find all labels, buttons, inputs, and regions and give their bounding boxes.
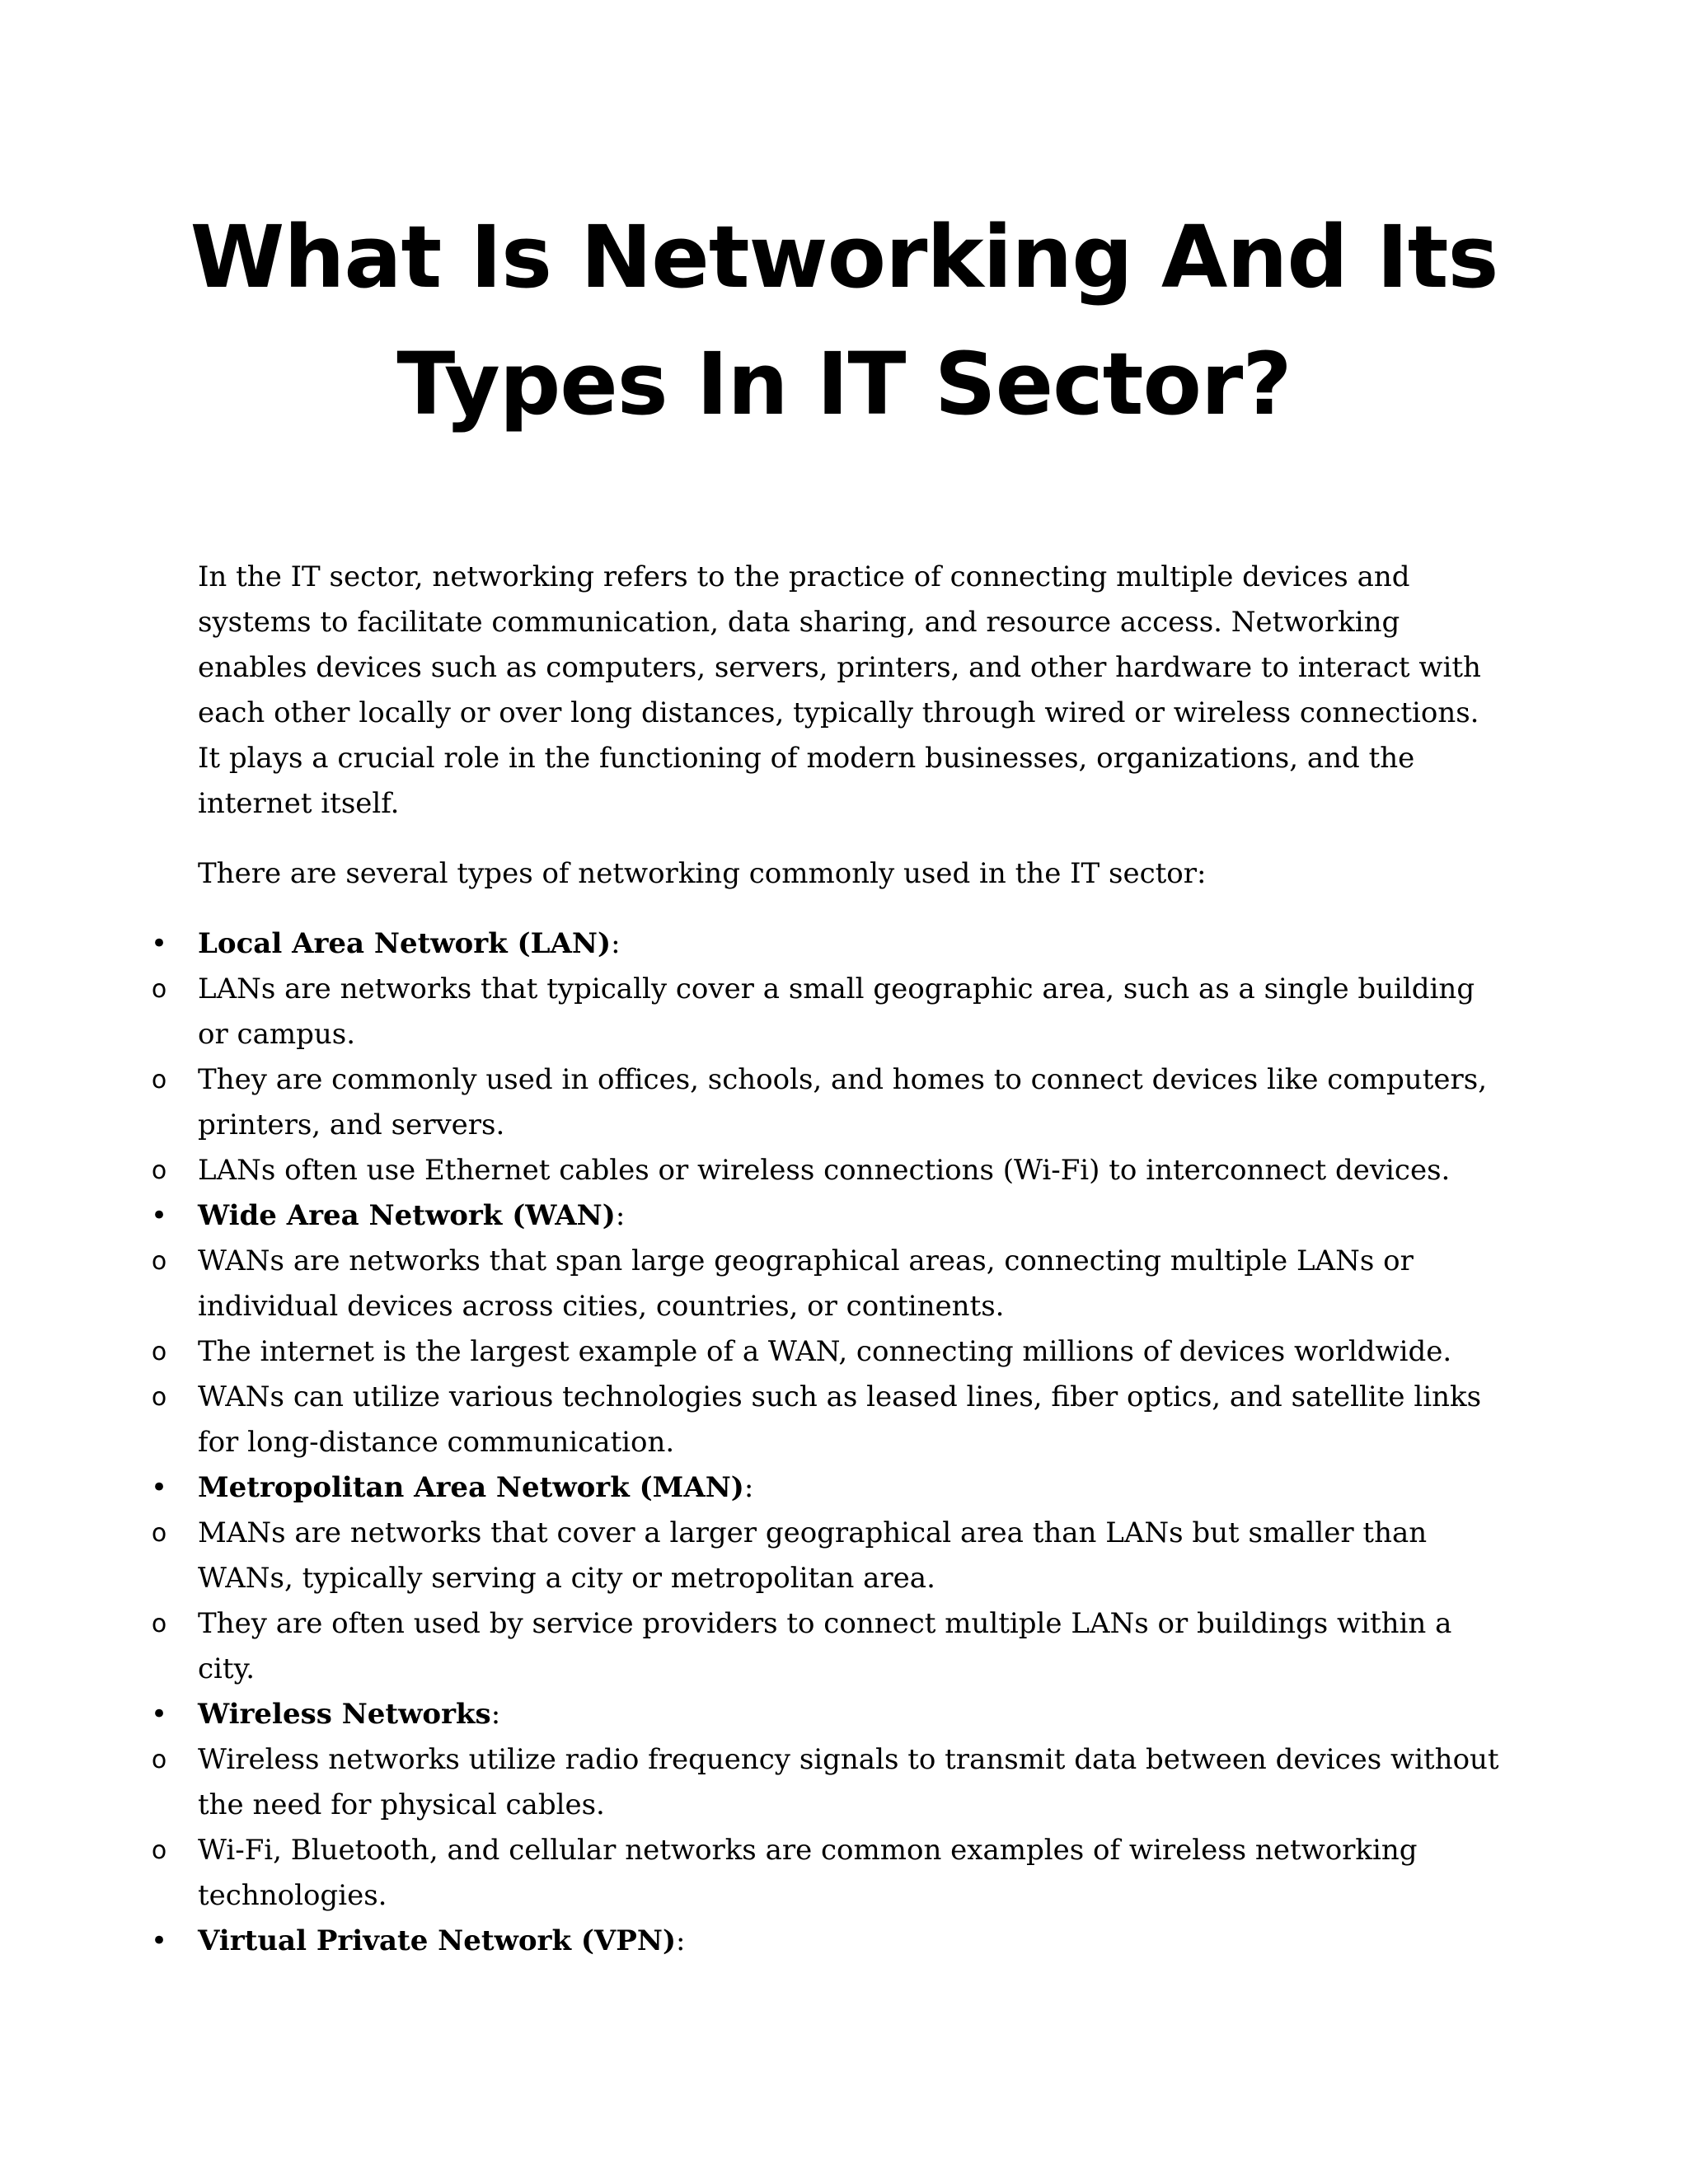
bullet-circle-icon: o (151, 1746, 167, 1774)
list-item (151, 1737, 1500, 1828)
bullet-circle-icon: o (151, 1247, 167, 1276)
bullet-circle-icon: o (151, 1338, 167, 1366)
list-item-text: MANs are networks that cover a larger geographical area than LANs but smaller than WANs, typically serving a city or metropolitan area. (198, 1516, 1428, 1595)
list-item-text: LANs are networks that typically cover a small geographic area, such as a single building or campus. (198, 972, 1475, 1051)
list-heading-label: Virtual Private Network (VPN) (198, 1924, 677, 1957)
title-line-1: What Is Networking And Its (190, 207, 1498, 307)
title-line-2: Types In IT Sector? (396, 334, 1292, 434)
bullet-disc-icon: • (150, 1924, 168, 1957)
bullet-disc-icon: • (150, 1471, 168, 1504)
bullet-circle-icon: o (151, 1519, 167, 1548)
list-item-text: LANs often use Ethernet cables or wireless connections (Wi-Fi) to interconnect devices. (198, 1154, 1451, 1187)
bullet-circle-icon: o (151, 1066, 167, 1094)
list-item (151, 1148, 1500, 1193)
list-item-text: WANs are networks that span large geographical areas, connecting multiple LANs or individual devices across cities, countries, or continents. (198, 1244, 1414, 1323)
types-intro-paragraph: There are several types of networking commonly used in the IT sector: (198, 857, 1207, 890)
list-item (151, 967, 1500, 1057)
document-title (0, 194, 1688, 448)
list-item-text: WANs can utilize various technologies such as leased lines, fiber optics, and satellite links for long-distance communication. (198, 1380, 1482, 1459)
bullet-circle-icon: o (151, 1383, 167, 1412)
list-heading-vpn (150, 1919, 1500, 1964)
list-item (151, 1375, 1500, 1465)
list-item (151, 1057, 1500, 1148)
network-types-list (150, 921, 1500, 1964)
list-heading-wan (150, 1193, 1500, 1239)
list-heading-label: Metropolitan Area Network (MAN) (198, 1471, 744, 1504)
list-item-text: Wi-Fi, Bluetooth, and cellular networks are common examples of wireless networking technologies. (198, 1834, 1418, 1912)
list-heading-lan (150, 921, 1500, 967)
list-item-text: They are commonly used in offices, schools, and homes to connect devices like computers, printers, and servers. (198, 1063, 1487, 1141)
document-body (150, 555, 1500, 1964)
list-heading-colon: : (490, 1698, 501, 1731)
list-heading-label: Wireless Networks (198, 1698, 491, 1731)
bullet-circle-icon: o (151, 1610, 167, 1638)
list-heading-colon: : (743, 1471, 754, 1504)
bullet-circle-icon: o (151, 1836, 167, 1865)
list-heading-colon: : (615, 1199, 626, 1232)
list-item-text: They are often used by service providers to connect multiple LANs or buildings within a city. (198, 1607, 1452, 1685)
list-heading-wireless (150, 1692, 1500, 1737)
bullet-disc-icon: • (150, 1199, 168, 1232)
list-heading-man (150, 1465, 1500, 1511)
bullet-circle-icon: o (151, 975, 167, 1004)
list-item (151, 1511, 1500, 1601)
list-item (151, 1828, 1500, 1919)
list-item-text: The internet is the largest example of a WAN, connecting millions of devices worldwide. (198, 1335, 1452, 1368)
list-heading-label: Local Area Network (LAN) (198, 927, 612, 960)
list-heading-colon: : (676, 1924, 686, 1957)
bullet-circle-icon: o (151, 1156, 167, 1185)
list-heading-colon: : (611, 927, 621, 960)
bullet-disc-icon: • (150, 927, 168, 960)
list-item-text: Wireless networks utilize radio frequency signals to transmit data between devices without the need for physical cables. (198, 1743, 1499, 1821)
list-heading-label: Wide Area Network (WAN) (198, 1199, 616, 1232)
list-item (151, 1329, 1500, 1375)
list-item (151, 1239, 1500, 1329)
list-item (151, 1601, 1500, 1692)
intro-paragraph: In the IT sector, networking refers to the practice of connecting multiple devices and systems to facilitate communication, data sharing, and resource access. Networking enables devices such as computers, servers, printers, and other hardware to interact with each other locally or over long distances, typically through wired or wireless connections. It plays a crucial role in the functioning of modern businesses, organizations, and the internet itself. (198, 560, 1481, 820)
bullet-disc-icon: • (150, 1698, 168, 1731)
